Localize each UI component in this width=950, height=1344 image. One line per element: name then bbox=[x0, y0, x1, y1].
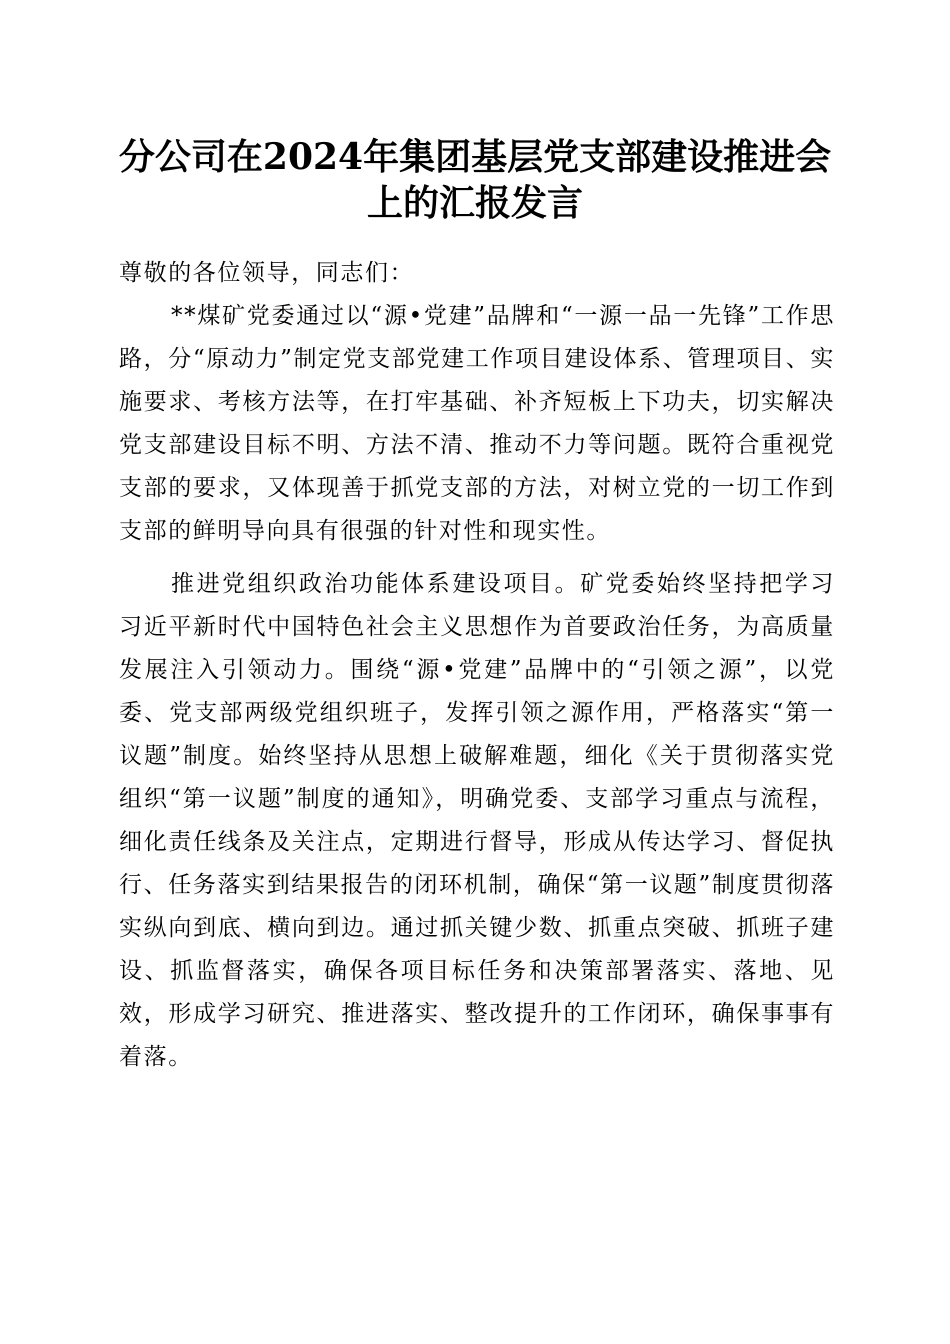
document-body bbox=[119, 252, 835, 1079]
title-line-1: 分公司在2024年集团基层党支部建设推进会 bbox=[118, 136, 832, 178]
title-line-2: 上的汇报发言 bbox=[366, 182, 583, 224]
salutation: 尊敬的各位领导，同志们： bbox=[119, 260, 415, 286]
paragraph-1: **煤矿党委通过以“源•党建”品牌和“一源一品一先锋”工作思路，分“原动力”制定党支部党建工作项目建设体系、管理项目、实施要求、考核方法等，在打牢基础、补齐短板上下功夫，切实解决党支部建设目标不明、方法不清、推动不力等问题。既符合重视党支部的要求，又体现善于抓党支部的方法，对树立党的一切工作到支部的鲜明导向具有很强的针对性和现实性。 bbox=[119, 303, 835, 544]
document-title bbox=[100, 134, 850, 226]
paragraph-2: 推进党组织政治功能体系建设项目。矿党委始终坚持把学习习近平新时代中国特色社会主义思想作为首要政治任务，为高质量发展注入引领动力。围绕“源•党建”品牌中的“引领之源”，以党委、党支部两级党组织班子，发挥引领之源作用，严格落实“第一议题”制度。始终坚持从思想上破解难题，细化《关于贯彻落实党组织“第一议题”制度的通知》，明确党委、支部学习重点与流程，细化责任线条及关注点，定期进行督导，形成从传达学习、督促执行、任务落实到结果报告的闭环机制，确保“第一议题”制度贯彻落实纵向到底、横向到边。通过抓关键少数、抓重点突破、抓班子建设、抓监督落实，确保各项目标任务和决策部署落实、落地、见效，形成学习研究、推进落实、整改提升的工作闭环，确保事事有着落。 bbox=[119, 571, 835, 1070]
